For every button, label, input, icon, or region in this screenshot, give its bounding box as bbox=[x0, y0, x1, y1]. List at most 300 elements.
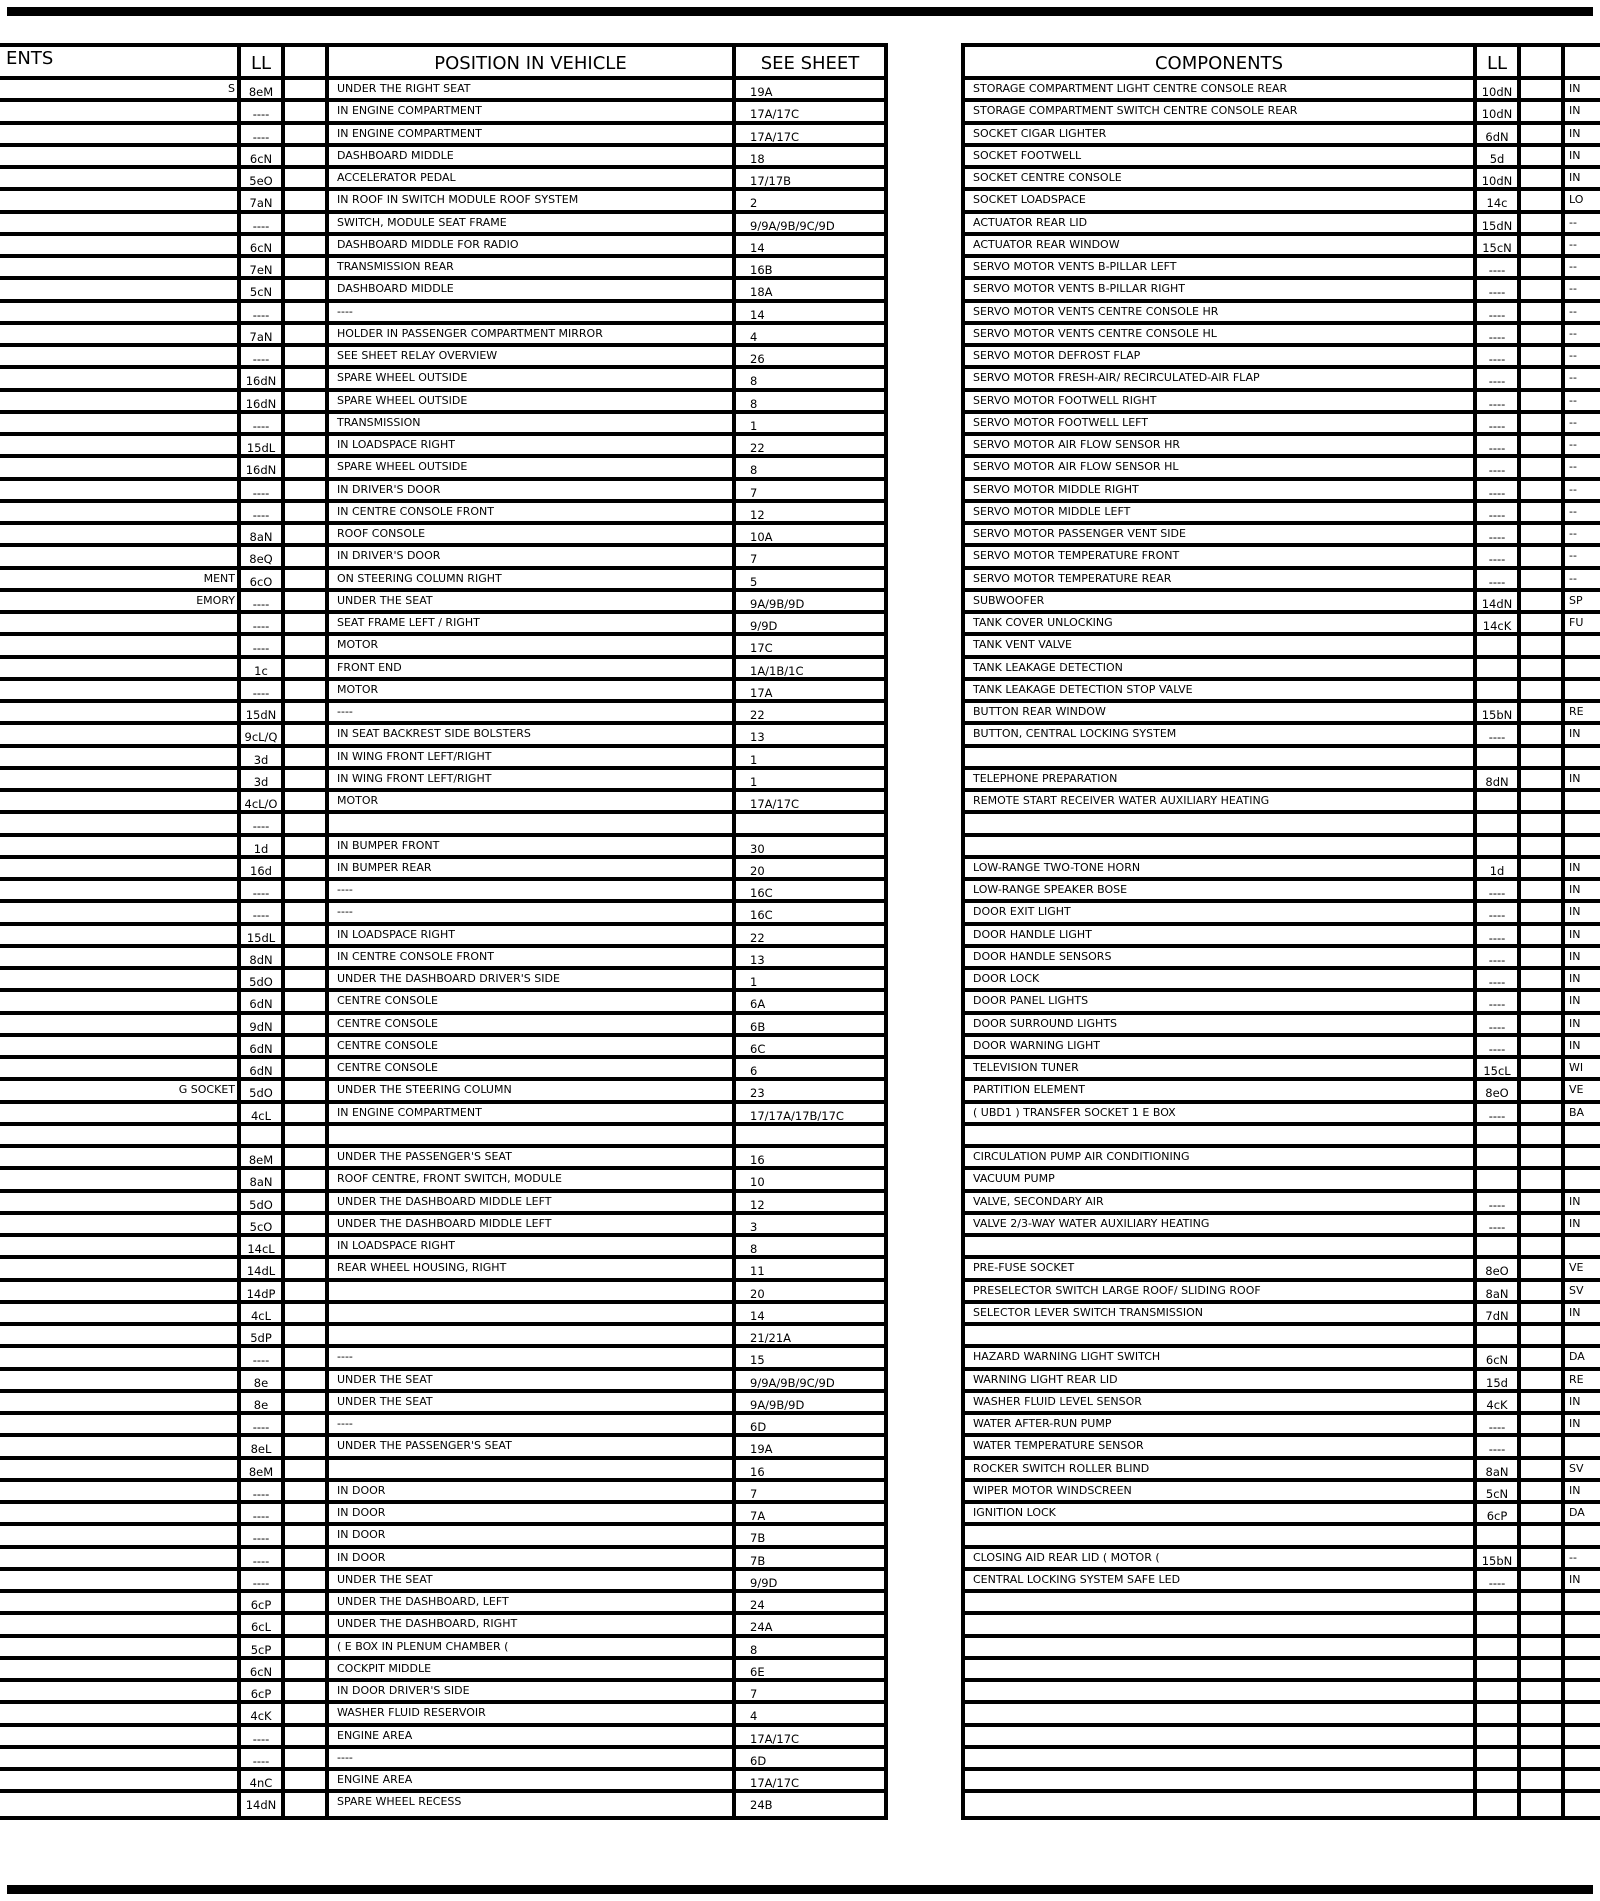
table-row bbox=[965, 1571, 1600, 1593]
truncated-cell: -- bbox=[1569, 549, 1577, 563]
ll-cell: ---- bbox=[1477, 525, 1521, 543]
component-cell bbox=[0, 280, 241, 298]
ll-cell: 8eQ bbox=[241, 547, 285, 565]
table-row bbox=[965, 970, 1600, 992]
see-sheet-cell: 17A/17C bbox=[750, 797, 800, 811]
ll-cell: 8eO bbox=[1477, 1081, 1521, 1099]
table-row bbox=[0, 948, 884, 970]
table-row bbox=[965, 1037, 1600, 1059]
ll-cell: 14dN bbox=[241, 1793, 285, 1815]
table-row bbox=[0, 525, 884, 547]
position-cell: CENTRE CONSOLE bbox=[329, 1037, 736, 1055]
position-cell: MOTOR bbox=[329, 792, 736, 810]
table-row bbox=[965, 1638, 1600, 1660]
truncated-cell: IN bbox=[1569, 994, 1581, 1008]
table-row bbox=[965, 992, 1600, 1014]
truncated-cell bbox=[1565, 681, 1600, 699]
blank-cell bbox=[285, 436, 329, 454]
component-cell: CENTRAL LOCKING SYSTEM SAFE LED bbox=[965, 1571, 1477, 1589]
ll-cell bbox=[1477, 1638, 1521, 1656]
see-sheet-cell: 24 bbox=[750, 1598, 765, 1612]
table-row bbox=[965, 1749, 1600, 1771]
table-row bbox=[0, 748, 884, 770]
ll-cell: 3d bbox=[241, 748, 285, 766]
component-cell: SELECTOR LEVER SWITCH TRANSMISSION bbox=[965, 1304, 1477, 1322]
truncated-cell: WI bbox=[1569, 1061, 1584, 1074]
see-sheet-cell: 17A/17C bbox=[750, 107, 800, 121]
blank-cell bbox=[285, 1237, 329, 1255]
blank-cell bbox=[285, 1682, 329, 1700]
position-cell: IN DOOR bbox=[329, 1526, 736, 1544]
component-cell bbox=[0, 659, 241, 677]
ll-cell: 14dN bbox=[1477, 592, 1521, 610]
table-row bbox=[965, 1148, 1600, 1170]
component-cell bbox=[0, 1104, 241, 1122]
blank-cell bbox=[285, 636, 329, 654]
component-cell bbox=[0, 169, 241, 187]
position-cell: IN DRIVER'S DOOR bbox=[329, 481, 736, 499]
table-row bbox=[965, 1282, 1600, 1304]
component-cell bbox=[0, 1437, 241, 1455]
ll-cell: 5dO bbox=[241, 1081, 285, 1099]
truncated-cell: -- bbox=[1569, 1550, 1577, 1564]
ll-cell bbox=[1477, 659, 1521, 677]
blank-cell bbox=[285, 903, 329, 921]
table-row bbox=[0, 481, 884, 503]
blank-cell bbox=[1521, 236, 1565, 254]
see-sheet-cell: 19A bbox=[750, 1442, 773, 1456]
bottom-rule bbox=[7, 1885, 1593, 1894]
left-table-body bbox=[0, 80, 884, 1816]
position-cell: SPARE WHEEL OUTSIDE bbox=[329, 458, 736, 476]
component-cell bbox=[0, 1237, 241, 1255]
see-sheet-cell: 7 bbox=[750, 485, 758, 499]
right-table-body bbox=[965, 80, 1600, 1816]
table-row bbox=[0, 659, 884, 681]
component-cell: DOOR EXIT LIGHT bbox=[965, 903, 1477, 921]
position-cell: CENTRE CONSOLE bbox=[329, 1059, 736, 1077]
component-cell: ( UBD1 ) TRANSFER SOCKET 1 E BOX bbox=[965, 1104, 1477, 1122]
ll-cell: 1d bbox=[1477, 859, 1521, 877]
see-sheet-cell: 13 bbox=[750, 952, 765, 966]
ll-cell: 16dN bbox=[241, 369, 285, 387]
table-row bbox=[965, 614, 1600, 636]
truncated-cell bbox=[1565, 636, 1600, 654]
component-cell: STORAGE COMPARTMENT LIGHT CENTRE CONSOLE REAR bbox=[965, 80, 1477, 98]
ll-cell: 10dN bbox=[1477, 80, 1521, 98]
blank-cell bbox=[285, 1482, 329, 1500]
table-row bbox=[0, 1638, 884, 1660]
table-row bbox=[0, 570, 884, 592]
ll-cell: 8aN bbox=[1477, 1282, 1521, 1300]
component-cell: DOOR PANEL LIGHTS bbox=[965, 992, 1477, 1010]
table-row bbox=[965, 814, 1600, 836]
component-cell bbox=[0, 1660, 241, 1678]
ll-cell: ---- bbox=[241, 614, 285, 632]
component-cell: TANK VENT VALVE bbox=[965, 636, 1477, 654]
blank-cell bbox=[285, 703, 329, 721]
table-row bbox=[0, 1504, 884, 1526]
component-cell bbox=[965, 1704, 1477, 1722]
table-row bbox=[965, 1549, 1600, 1571]
blank-cell bbox=[285, 970, 329, 988]
blank-cell bbox=[1521, 503, 1565, 521]
table-row bbox=[965, 1059, 1600, 1081]
blank-cell bbox=[285, 1015, 329, 1033]
position-cell: SPARE WHEEL OUTSIDE bbox=[329, 369, 736, 387]
table-row bbox=[0, 881, 884, 903]
ll-cell bbox=[1477, 1749, 1521, 1767]
component-cell: S bbox=[0, 80, 241, 98]
ll-cell: 6dN bbox=[241, 1059, 285, 1077]
truncated-cell: LO bbox=[1569, 193, 1584, 207]
table-row bbox=[965, 525, 1600, 547]
table-row bbox=[965, 80, 1600, 102]
component-cell bbox=[0, 1037, 241, 1055]
table-row bbox=[965, 592, 1600, 614]
ll-cell: ---- bbox=[241, 592, 285, 610]
position-cell: DASHBOARD MIDDLE FOR RADIO bbox=[329, 236, 736, 254]
component-cell bbox=[0, 147, 241, 165]
table-row bbox=[965, 414, 1600, 436]
blank-cell bbox=[285, 414, 329, 432]
component-cell bbox=[0, 1148, 241, 1166]
truncated-cell: RE bbox=[1569, 705, 1584, 718]
blank-cell bbox=[1521, 258, 1565, 276]
blank-cell bbox=[1521, 859, 1565, 877]
ll-cell: 15cN bbox=[1477, 236, 1521, 254]
ll-cell: ---- bbox=[241, 1549, 285, 1567]
component-cell bbox=[0, 503, 241, 521]
truncated-cell bbox=[1565, 1615, 1600, 1633]
see-sheet-cell: 7A bbox=[750, 1509, 766, 1523]
table-row bbox=[965, 792, 1600, 814]
position-cell: UNDER THE PASSENGER'S SEAT bbox=[329, 1437, 736, 1455]
position-cell: CENTRE CONSOLE bbox=[329, 992, 736, 1010]
truncated-cell bbox=[1565, 659, 1600, 677]
table-row bbox=[965, 1170, 1600, 1192]
ll-cell bbox=[1477, 748, 1521, 766]
see-sheet-cell: 6C bbox=[750, 1041, 766, 1055]
table-row bbox=[0, 1193, 884, 1215]
truncated-cell: RE bbox=[1569, 1372, 1584, 1386]
component-cell bbox=[0, 1348, 241, 1366]
blank-cell bbox=[1521, 1215, 1565, 1233]
header-components: ENTS bbox=[0, 47, 241, 76]
table-row bbox=[0, 592, 884, 614]
table-row bbox=[0, 280, 884, 302]
component-cell bbox=[0, 1749, 241, 1767]
ll-cell: 15bN bbox=[1477, 703, 1521, 721]
table-row bbox=[965, 1437, 1600, 1459]
component-cell bbox=[965, 1526, 1477, 1544]
component-cell: REMOTE START RECEIVER WATER AUXILIARY HEATING bbox=[965, 792, 1477, 810]
position-cell: IN DOOR bbox=[329, 1482, 736, 1500]
table-row bbox=[0, 503, 884, 525]
component-cell: SERVO MOTOR AIR FLOW SENSOR HL bbox=[965, 458, 1477, 476]
position-cell: ACCELERATOR PEDAL bbox=[329, 169, 736, 187]
component-cell: LOW-RANGE SPEAKER BOSE bbox=[965, 881, 1477, 899]
table-row bbox=[965, 1482, 1600, 1504]
table-row bbox=[0, 1015, 884, 1037]
component-cell bbox=[0, 1460, 241, 1478]
table-row bbox=[965, 1126, 1600, 1148]
component-cell bbox=[0, 525, 241, 543]
table-row bbox=[0, 770, 884, 792]
blank-cell bbox=[1521, 1304, 1565, 1322]
blank-cell bbox=[1521, 1549, 1565, 1567]
blank-cell bbox=[285, 1615, 329, 1633]
see-sheet-cell: 26 bbox=[750, 352, 765, 366]
position-cell: ( E BOX IN PLENUM CHAMBER ( bbox=[329, 1638, 736, 1656]
blank-cell bbox=[285, 1037, 329, 1055]
blank-cell bbox=[1521, 1526, 1565, 1544]
position-cell: UNDER THE RIGHT SEAT bbox=[329, 80, 736, 98]
component-cell bbox=[0, 347, 241, 365]
table-row bbox=[0, 814, 884, 836]
table-row bbox=[965, 169, 1600, 191]
component-cell bbox=[965, 1727, 1477, 1745]
blank-cell bbox=[1521, 1415, 1565, 1433]
table-row bbox=[965, 547, 1600, 569]
table-row bbox=[0, 970, 884, 992]
blank-cell bbox=[1521, 1104, 1565, 1122]
blank-cell bbox=[285, 280, 329, 298]
blank-cell bbox=[1521, 1749, 1565, 1767]
ll-cell: ---- bbox=[1477, 1037, 1521, 1055]
ll-cell: ---- bbox=[1477, 881, 1521, 899]
see-sheet-cell: 20 bbox=[750, 1286, 765, 1300]
see-sheet-cell: 11 bbox=[750, 1264, 765, 1278]
see-sheet-cell: 9/9A/9B/9C/9D bbox=[750, 218, 835, 232]
table-row bbox=[0, 369, 884, 391]
ll-cell: ---- bbox=[1477, 303, 1521, 321]
component-cell bbox=[965, 1771, 1477, 1789]
table-row bbox=[965, 436, 1600, 458]
ll-cell: ---- bbox=[241, 125, 285, 143]
ll-cell: 14cK bbox=[1477, 614, 1521, 632]
position-cell: ROOF CONSOLE bbox=[329, 525, 736, 543]
component-cell bbox=[0, 948, 241, 966]
ll-cell: 6dN bbox=[241, 992, 285, 1010]
blank-cell bbox=[1521, 369, 1565, 387]
blank-cell bbox=[285, 392, 329, 410]
component-cell bbox=[0, 1704, 241, 1722]
blank-cell bbox=[285, 347, 329, 365]
component-cell bbox=[965, 1660, 1477, 1678]
ll-cell bbox=[1477, 814, 1521, 832]
ll-cell bbox=[1477, 1660, 1521, 1678]
blank-cell bbox=[285, 614, 329, 632]
truncated-cell: -- bbox=[1569, 237, 1577, 251]
position-cell: ---- bbox=[329, 1749, 736, 1767]
truncated-cell: IN bbox=[1569, 1572, 1581, 1586]
table-row bbox=[965, 1371, 1600, 1393]
see-sheet-cell: 9/9D bbox=[750, 1575, 778, 1589]
blank-cell bbox=[1521, 592, 1565, 610]
position-cell bbox=[329, 1282, 736, 1300]
ll-cell: 5d bbox=[1477, 147, 1521, 165]
component-cell bbox=[0, 481, 241, 499]
table-row bbox=[0, 1371, 884, 1393]
truncated-cell: IN bbox=[1569, 1216, 1581, 1230]
component-cell: SERVO MOTOR VENTS B-PILLAR RIGHT bbox=[965, 280, 1477, 298]
component-cell: SERVO MOTOR DEFROST FLAP bbox=[965, 347, 1477, 365]
table-row bbox=[965, 503, 1600, 525]
component-cell bbox=[0, 814, 241, 832]
blank-cell bbox=[1521, 1437, 1565, 1455]
table-row bbox=[965, 1304, 1600, 1326]
blank-cell bbox=[1521, 1015, 1565, 1033]
component-cell: SERVO MOTOR TEMPERATURE REAR bbox=[965, 570, 1477, 588]
ll-cell: ---- bbox=[1477, 1193, 1521, 1211]
blank-cell bbox=[1521, 414, 1565, 432]
ll-cell: 8dN bbox=[1477, 770, 1521, 788]
blank-cell bbox=[1521, 1460, 1565, 1478]
ll-cell: ---- bbox=[241, 636, 285, 654]
blank-cell bbox=[1521, 1504, 1565, 1522]
component-cell: CIRCULATION PUMP AIR CONDITIONING bbox=[965, 1148, 1477, 1166]
ll-cell: 5eO bbox=[241, 169, 285, 187]
truncated-cell bbox=[1565, 1638, 1600, 1656]
truncated-cell: -- bbox=[1569, 393, 1577, 407]
component-cell bbox=[0, 392, 241, 410]
blank-cell bbox=[1521, 1482, 1565, 1500]
see-sheet-cell: 17A/17C bbox=[750, 1776, 800, 1790]
blank-cell bbox=[1521, 1727, 1565, 1745]
component-cell bbox=[0, 703, 241, 721]
table-row bbox=[965, 347, 1600, 369]
blank-cell bbox=[285, 1348, 329, 1366]
blank-cell bbox=[1521, 1593, 1565, 1611]
table-row bbox=[0, 1037, 884, 1059]
position-cell: REAR WHEEL HOUSING, RIGHT bbox=[329, 1259, 736, 1277]
truncated-cell bbox=[1565, 1771, 1600, 1789]
truncated-cell bbox=[1565, 1126, 1600, 1144]
ll-cell: ---- bbox=[241, 303, 285, 321]
blank-cell bbox=[1521, 1660, 1565, 1678]
ll-cell: 5dO bbox=[241, 970, 285, 988]
blank-cell bbox=[1521, 659, 1565, 677]
position-cell: ---- bbox=[329, 303, 736, 321]
blank-cell bbox=[1521, 1148, 1565, 1166]
table-row bbox=[965, 748, 1600, 770]
ll-cell bbox=[1477, 1771, 1521, 1789]
table-row bbox=[0, 614, 884, 636]
see-sheet-cell: 19A bbox=[750, 85, 773, 99]
component-cell: PRESELECTOR SWITCH LARGE ROOF/ SLIDING ROOF bbox=[965, 1282, 1477, 1300]
component-cell: IGNITION LOCK bbox=[965, 1504, 1477, 1522]
truncated-cell: -- bbox=[1569, 349, 1577, 362]
see-sheet-cell: 14 bbox=[750, 1308, 765, 1322]
blank-cell bbox=[1521, 1326, 1565, 1344]
ll-cell: 15dN bbox=[241, 703, 285, 721]
header-position-in-vehicle: POSITION IN VEHICLE bbox=[329, 47, 736, 76]
blank-cell bbox=[1521, 903, 1565, 921]
table-row bbox=[965, 1326, 1600, 1348]
table-row bbox=[0, 1393, 884, 1415]
see-sheet-cell: 6 bbox=[750, 1064, 758, 1078]
component-cell: TELEPHONE PREPARATION bbox=[965, 770, 1477, 788]
see-sheet-cell: 17A bbox=[750, 685, 773, 699]
truncated-cell: SV bbox=[1569, 1283, 1584, 1297]
table-row bbox=[0, 1437, 884, 1459]
truncated-cell: VE bbox=[1569, 1261, 1584, 1275]
table-row bbox=[965, 770, 1600, 792]
truncated-cell: -- bbox=[1569, 482, 1577, 496]
blank-cell bbox=[285, 1371, 329, 1389]
truncated-cell: -- bbox=[1569, 527, 1577, 540]
table-row bbox=[965, 303, 1600, 325]
position-cell: IN DOOR bbox=[329, 1504, 736, 1522]
ll-cell: 1c bbox=[241, 659, 285, 677]
ll-cell: ---- bbox=[1477, 414, 1521, 432]
table-row bbox=[965, 659, 1600, 681]
component-cell: STORAGE COMPARTMENT SWITCH CENTRE CONSOLE REAR bbox=[965, 102, 1477, 120]
truncated-cell: -- bbox=[1569, 215, 1577, 229]
blank-cell bbox=[1521, 1282, 1565, 1300]
blank-cell bbox=[285, 992, 329, 1010]
blank-cell bbox=[1521, 814, 1565, 832]
blank-cell bbox=[1521, 1126, 1565, 1144]
ll-cell: 5dO bbox=[241, 1193, 285, 1211]
blank-cell bbox=[285, 792, 329, 810]
header-ll: LL bbox=[241, 47, 285, 76]
see-sheet-cell: 7 bbox=[750, 1486, 758, 1500]
blank-cell bbox=[285, 659, 329, 677]
table-row bbox=[965, 1237, 1600, 1259]
ll-cell: 8eM bbox=[241, 80, 285, 98]
component-cell bbox=[0, 458, 241, 476]
table-row bbox=[965, 1771, 1600, 1793]
truncated-cell: SV bbox=[1569, 1461, 1584, 1475]
component-cell bbox=[0, 325, 241, 343]
position-cell: IN BUMPER REAR bbox=[329, 859, 736, 877]
see-sheet-cell: 22 bbox=[750, 708, 765, 722]
ll-cell: 6cN bbox=[1477, 1348, 1521, 1366]
position-cell: IN CENTRE CONSOLE FRONT bbox=[329, 503, 736, 521]
blank-cell bbox=[285, 458, 329, 476]
position-cell: SEE SHEET RELAY OVERVIEW bbox=[329, 347, 736, 365]
blank-cell bbox=[285, 1326, 329, 1344]
component-cell bbox=[0, 748, 241, 766]
ll-cell: ---- bbox=[1477, 1215, 1521, 1233]
component-cell bbox=[0, 436, 241, 454]
blank-cell bbox=[285, 1126, 329, 1144]
ll-cell: ---- bbox=[241, 1526, 285, 1544]
ll-cell: ---- bbox=[1477, 948, 1521, 966]
ll-cell: ---- bbox=[241, 481, 285, 499]
blank-cell bbox=[1521, 392, 1565, 410]
blank-cell bbox=[285, 1415, 329, 1433]
position-cell: UNDER THE SEAT bbox=[329, 1571, 736, 1589]
see-sheet-cell: 30 bbox=[750, 841, 765, 855]
truncated-cell: IN bbox=[1569, 1038, 1581, 1052]
ll-cell bbox=[1477, 1526, 1521, 1544]
position-cell: IN SEAT BACKREST SIDE BOLSTERS bbox=[329, 725, 736, 743]
table-row bbox=[0, 1259, 884, 1281]
component-cell: ACTUATOR REAR LID bbox=[965, 214, 1477, 232]
blank-cell bbox=[285, 102, 329, 120]
blank-cell bbox=[1521, 1393, 1565, 1411]
position-cell: IN ROOF IN SWITCH MODULE ROOF SYSTEM bbox=[329, 191, 736, 209]
ll-cell bbox=[1477, 1148, 1521, 1166]
component-cell bbox=[0, 792, 241, 810]
component-cell bbox=[0, 1593, 241, 1611]
ll-cell: 8eM bbox=[241, 1148, 285, 1166]
table-row bbox=[965, 1415, 1600, 1437]
blank-cell bbox=[1521, 80, 1565, 98]
